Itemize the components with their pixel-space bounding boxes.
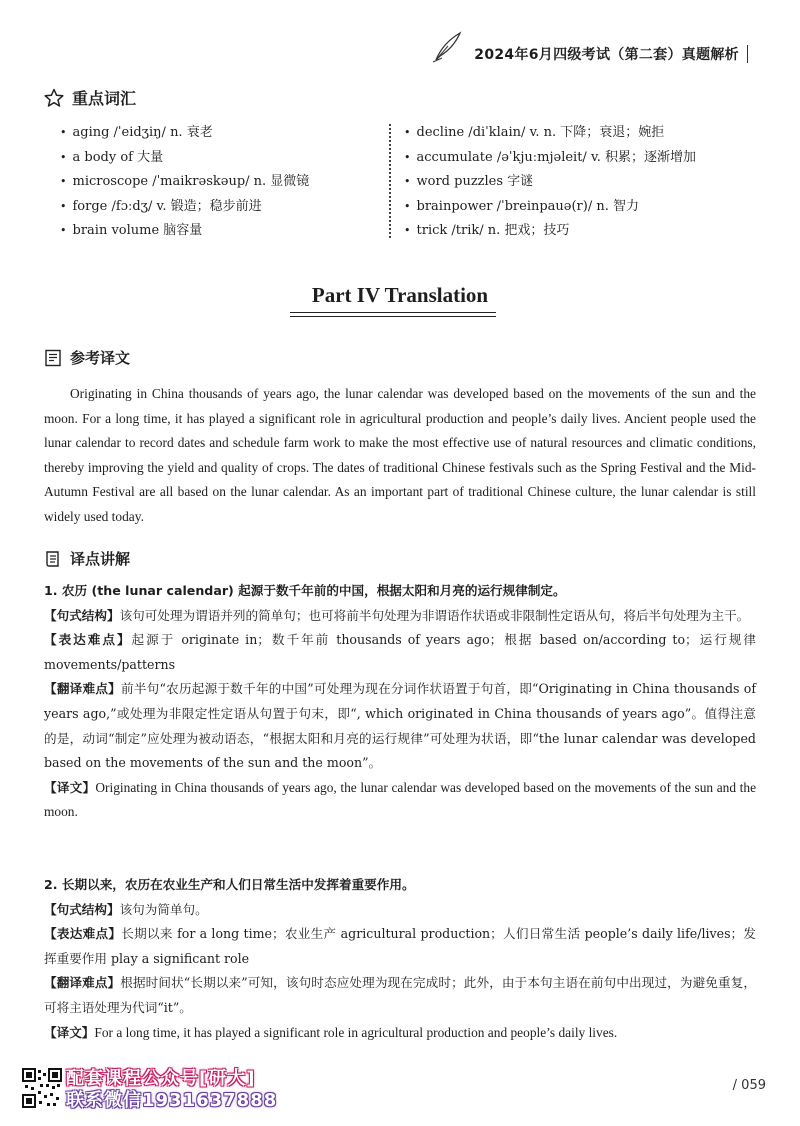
explain-title-text: 译点讲解 — [70, 550, 131, 568]
vocab-divider — [389, 124, 391, 238]
qr-code-icon — [22, 1068, 62, 1108]
difficulty-tag: 【翻译难点】 — [44, 681, 121, 697]
promo-watermark — [66, 1068, 277, 1112]
expression-text: 长期以来 for a long time；农业生产 agricultural production；人们日常生活 people’s daily life/lives；发挥重要作用 play a significant role — [44, 926, 757, 966]
structure-text: 该句可处理为谓语并列的简单句；也可将前半句处理为非谓语作状语或非限制性定语从句，将后半句处理为主干。 — [119, 607, 750, 623]
scroll-notes-icon — [44, 550, 62, 568]
expression-note — [44, 922, 756, 971]
vocab-item: • accumulate /əˈkjuːmjəleit/ v. 积累；逐渐增加 — [404, 146, 764, 171]
part-title-rule — [290, 312, 496, 313]
document-icon — [44, 349, 62, 367]
vocab-item: • microscope /ˈmaikrəskəup/ n. 显微镜 — [60, 170, 380, 195]
structure-tag: 【句式结构】 — [44, 901, 120, 917]
explain-question: 2. 长期以来，农历在农业生产和人们日常生活中发挥着重要作用。 — [44, 877, 415, 892]
vocab-item: • aging /ˈeidʒiŋ/ n. 衰老 — [60, 121, 380, 146]
expression-tag: 【表达难点】 — [44, 926, 122, 942]
promo-line-1: 配套课程公众号[研大] — [66, 1068, 256, 1089]
translation-text: Originating in China thousands of years ago, the lunar calendar was developed based on the movements of the sun and the moon. — [44, 779, 757, 820]
vocab-section-title — [44, 86, 136, 109]
difficulty-tag: 【翻译难点】 — [44, 975, 121, 991]
feather-pen-icon — [430, 30, 464, 64]
vocab-item: • word puzzles 字谜 — [404, 170, 764, 195]
vocab-item: • a body of 大量 — [60, 146, 380, 171]
difficulty-note — [44, 677, 756, 775]
difficulty-text: 前半句“农历起源于数千年的中国”可处理为现在分词作状语置于句首，即“Originating in China thousands of years ago,”或处理为非限定性定语从句置于句末，即“, which originated in China thousands of years ago”。值得注意的是，动词“制定”应处理为被动语态，“根据太阳和月亮的运行规律”可处理为状语，即“the lunar calendar was developed based on the movements of the sun and the moon”。 — [44, 681, 757, 771]
structure-text: 该句为简单句。 — [119, 901, 208, 917]
translation-tag: 【译文】 — [44, 1024, 95, 1040]
star-icon — [44, 88, 64, 108]
vocab-item: • decline /diˈklain/ v. n. 下降；衰退；婉拒 — [404, 121, 764, 146]
difficulty-note — [44, 971, 756, 1020]
reference-section-title — [44, 347, 130, 368]
vocab-list-right — [404, 121, 764, 244]
expression-note — [44, 628, 756, 677]
vocab-item: • brainpower /ˈbreinpauə(r)/ n. 智力 — [404, 195, 764, 220]
part-title: Part IV Translation — [311, 283, 489, 307]
explain-item-1 — [44, 579, 756, 825]
translation-text: For a long time, it has played a significant role in agricultural production and people’s daily lives. — [94, 1024, 618, 1040]
structure-note — [44, 604, 756, 629]
vocab-item: • trick /trik/ n. 把戏；技巧 — [404, 219, 764, 244]
difficulty-text: 根据时间状“长期以来”可知，该句时态应处理为现在完成时；此外，由于本句主语在前句中出现过，为避免重复，可将主语处理为代词“it”。 — [44, 975, 756, 1015]
reference-paragraph: Originating in China thousands of years ago, the lunar calendar was developed based on the movements of the sun and the moon. For a long time, it has played a significant role in agricultural production and people’s daily lives. Ancient people used the lunar calendar to record dates and schedule farm work to make the most effective use of natural resources and climatic conditions, thereby improving the yield and quality of crops. The dates of traditional Chinese festivals such as the Spring Festival and the Mid-Autumn Festival are all based on the lunar calendar. As an important part of traditional Chinese culture, the lunar calendar is still widely used today. — [44, 386, 756, 524]
vocab-list-left — [60, 121, 380, 244]
vocab-item: • forge /fɔːdʒ/ v. 锻造；稳步前进 — [60, 195, 380, 220]
translation-tag: 【译文】 — [44, 779, 96, 795]
part-title-rule — [290, 316, 496, 317]
expression-tag: 【表达难点】 — [44, 632, 132, 648]
explain-item-2 — [44, 873, 756, 1045]
reference-title-text: 参考译文 — [70, 349, 131, 367]
structure-note — [44, 898, 756, 923]
structure-tag: 【句式结构】 — [44, 607, 120, 623]
vocab-item: • brain volume 脑容量 — [60, 219, 380, 244]
translation-note — [44, 1021, 756, 1046]
expression-text: 起源于 originate in；数千年前 thousands of years ago；根据 based on/according to；运行规律 movements/patterns — [44, 632, 756, 672]
page-number: / 059 — [732, 1078, 766, 1093]
promo-line-2: 联系微信1931637888 — [66, 1090, 278, 1111]
explain-section-title — [44, 548, 130, 569]
header-divider — [747, 45, 748, 63]
vocab-title-text: 重点词汇 — [72, 89, 137, 108]
explain-question: 1. 农历 (the lunar calendar) 起源于数千年前的中国，根据太阳和月亮的运行规律制定。 — [44, 583, 566, 598]
translation-note — [44, 776, 756, 825]
header-title: 2024年6月四级考试（第二套）真题解析 — [474, 47, 739, 63]
running-header — [430, 44, 748, 64]
